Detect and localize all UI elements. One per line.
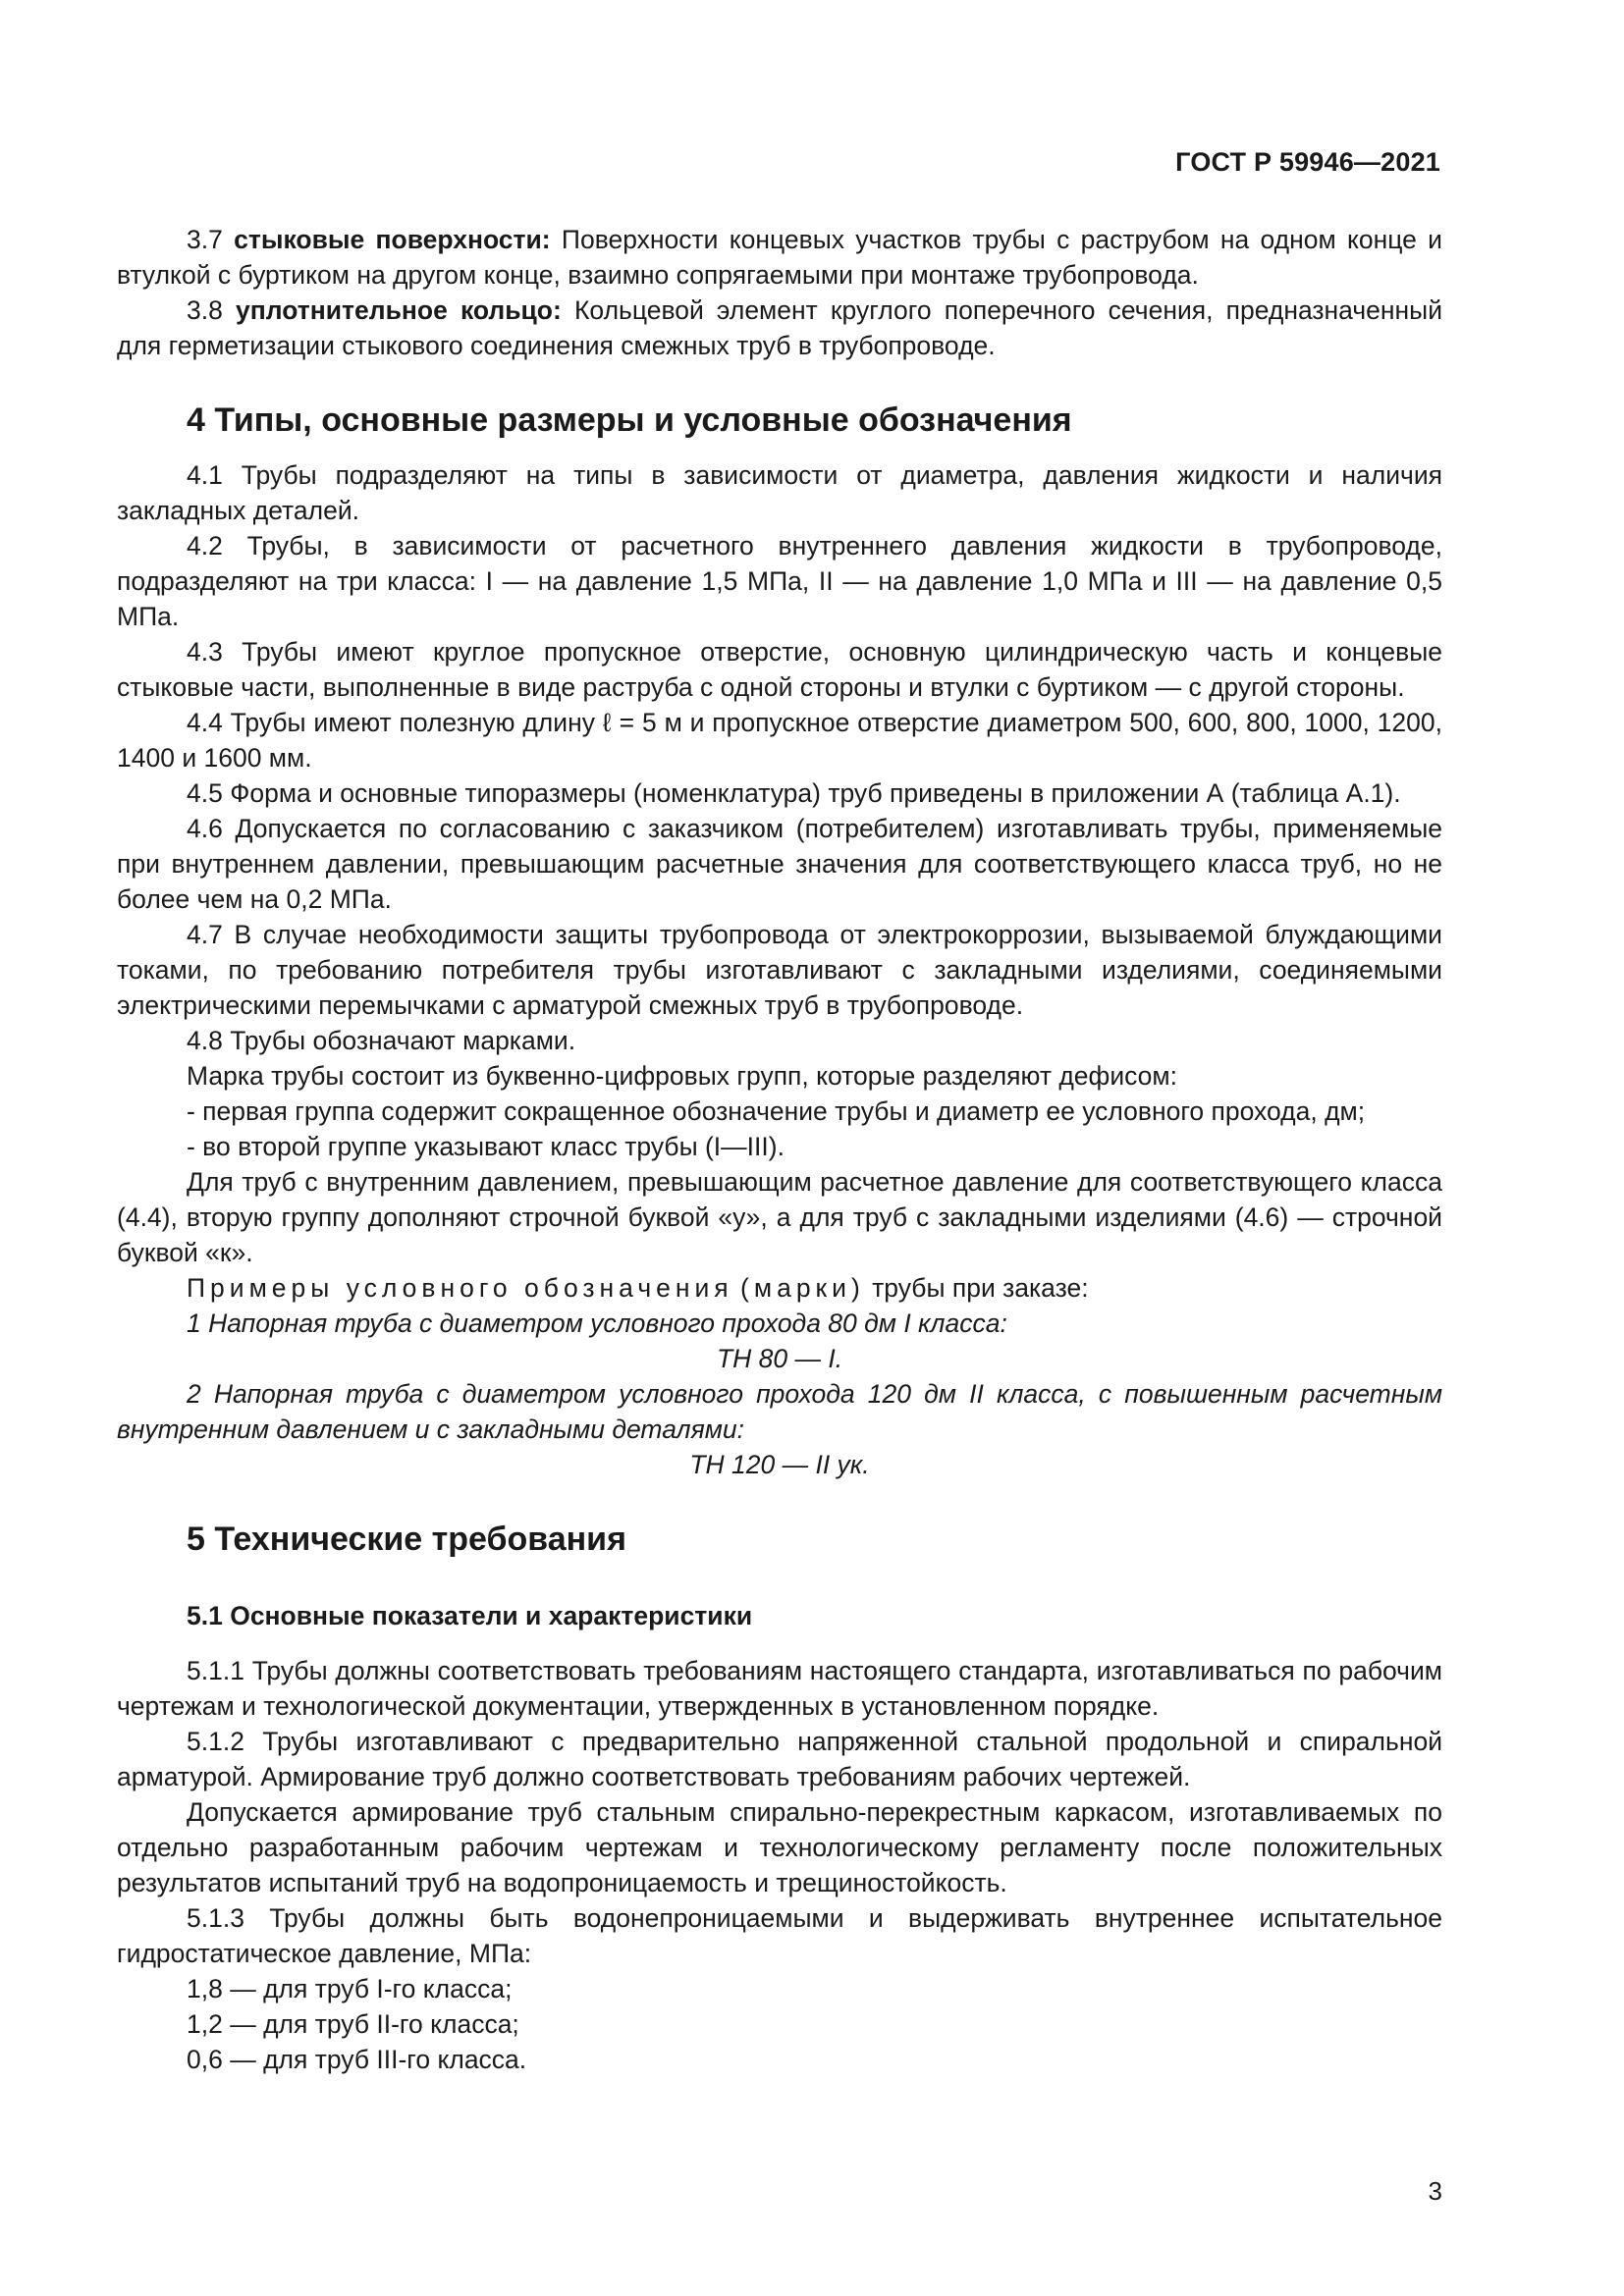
clause-5-1-2: 5.1.2 Трубы изготавливают с предварительно напряженной стальной продольной и спиральной арматурой. Армирование труб должно соответствовать требованиям рабочих чертежей. (117, 1727, 1442, 1791)
clause-4-5: 4.5 Форма и основные типоразмеры (номенклатура) труб приведены в приложении А (таблица А.1). (187, 778, 1401, 808)
clause-4-6: 4.6 Допускается по согласованию с заказчиком (потребителем) изготавливать трубы, применяемые при внутреннем давлении, превышающим расчетные значения для соответствующего класса труб, но не более чем на 0,2 МПа. (117, 814, 1442, 914)
document-header: ГОСТ Р 59946—2021 (1175, 147, 1440, 177)
clause-4-8: 4.8 Трубы обозначают марками. (187, 1026, 576, 1055)
definition-text: Кольцевой элемент круглого поперечного сечения, предназначенный для герметизации стыкового соединения смежных труб в трубопроводе. (117, 295, 1442, 360)
definition-3-7 (117, 222, 1442, 293)
list-item: - во второй группе указывают класс трубы (I—III). (187, 1132, 785, 1161)
examples-tail: трубы при заказе: (864, 1273, 1089, 1303)
example-2: 2 Напорная труба с диаметром условного прохода 120 дм II класса, с повышенным расчетным внутренним давлением и с закладными деталями: (117, 1379, 1442, 1444)
subsection-5-1-heading: 5.1 Основные показатели и характеристики (187, 1601, 753, 1630)
document-body (117, 222, 1442, 2077)
example-1: 1 Напорная труба с диаметром условного прохода 80 дм I класса: (187, 1308, 1007, 1338)
clause-5-1-1: 5.1.1 Трубы должны соответствовать требованиям настоящего стандарта, изготавливаться по рабочим чертежам и технологической документации, утвержденных в установленном порядке. (117, 1656, 1442, 1721)
list-item: - первая группа содержит сокращенное обозначение трубы и диаметр ее условного прохода, дм; (187, 1096, 1366, 1126)
examples-label: Примеры условного обозначения (187, 1273, 733, 1303)
marking-description: Марка трубы состоит из буквенно-цифровых групп, которые разделяют дефисом: (187, 1061, 1177, 1091)
clause-5-1-3: 5.1.3 Трубы должны быть водонепроницаемыми и выдерживать внутреннее испытательное гидростатическое давление, МПа: (117, 1903, 1442, 1968)
example-2-code: ТН 120 — II ук. (689, 1450, 870, 1479)
marking-supplement: Для труб с внутренним давлением, превышающим расчетное давление для соответствующего класса (4.4), вторую группу дополняют строчной буквой «у», а для труб с закладными изделиями (4.6) — строчной буквой «к». (117, 1167, 1442, 1267)
examples-intro (117, 1270, 1442, 1306)
page-number: 3 (1428, 2176, 1442, 2206)
clause-4-4: 4.4 Трубы имеют полезную длину ℓ = 5 м и пропускное отверстие диаметром 500, 600, 800, 1000, 1200, 1400 и 1600 мм. (117, 708, 1442, 773)
definition-text: Поверхности концевых участков трубы с раструбом на одном конце и втулкой с буртиком на другом конце, взаимно сопрягаемыми при монтаже трубопровода. (117, 225, 1442, 290)
clause-4-7: 4.7 В случае необходимости защиты трубопровода от электрокоррозии, вызываемой блуждающими токами, по требованию потребителя трубы изготавливают с закладными изделиями, соединяемыми электрическими перемычками с арматурой смежных труб в трубопроводе. (117, 920, 1442, 1020)
clause-4-1: 4.1 Трубы подразделяют на типы в зависимости от диаметра, давления жидкости и наличия закладных деталей. (117, 460, 1442, 525)
term: стыковые поверхности: (234, 225, 551, 254)
clause-number: 3.7 (187, 225, 223, 254)
pressure-item: 1,8 — для труб I-го класса; (187, 1974, 513, 2003)
term: уплотнительное кольцо: (236, 295, 562, 325)
section-4-heading: 4 Типы, основные размеры и условные обозначения (187, 401, 1072, 439)
section-5-heading: 5 Технические требования (187, 1521, 626, 1558)
clause-4-3: 4.3 Трубы имеют круглое пропускное отверстие, основную цилиндрическую часть и концевые стыковые части, выполненные в виде раструба с одной стороны и втулки с буртиком — с другой стороны. (117, 637, 1442, 702)
examples-marki: (марки) (740, 1273, 865, 1303)
example-1-code: ТН 80 — I. (716, 1344, 843, 1373)
clause-5-1-2-note: Допускается армирование труб стальным спирально-перекрестным каркасом, изготавливаемых по отдельно разработанным рабочим чертежам и технологическому регламенту после положительных результатов испытаний труб на водопроницаемость и трещиностойкость. (117, 1797, 1442, 1897)
pressure-item: 1,2 — для труб II-го класса; (187, 2009, 519, 2039)
definition-3-8 (117, 293, 1442, 363)
clause-4-2: 4.2 Трубы, в зависимости от расчетного внутреннего давления жидкости в трубопроводе, подразделяют на три класса: I — на давление 1,5 МПа, II — на давление 1,0 МПа и III — на давление 0,5 МПа. (117, 531, 1442, 631)
clause-number: 3.8 (187, 295, 223, 325)
pressure-item: 0,6 — для труб III-го класса. (187, 2045, 527, 2074)
